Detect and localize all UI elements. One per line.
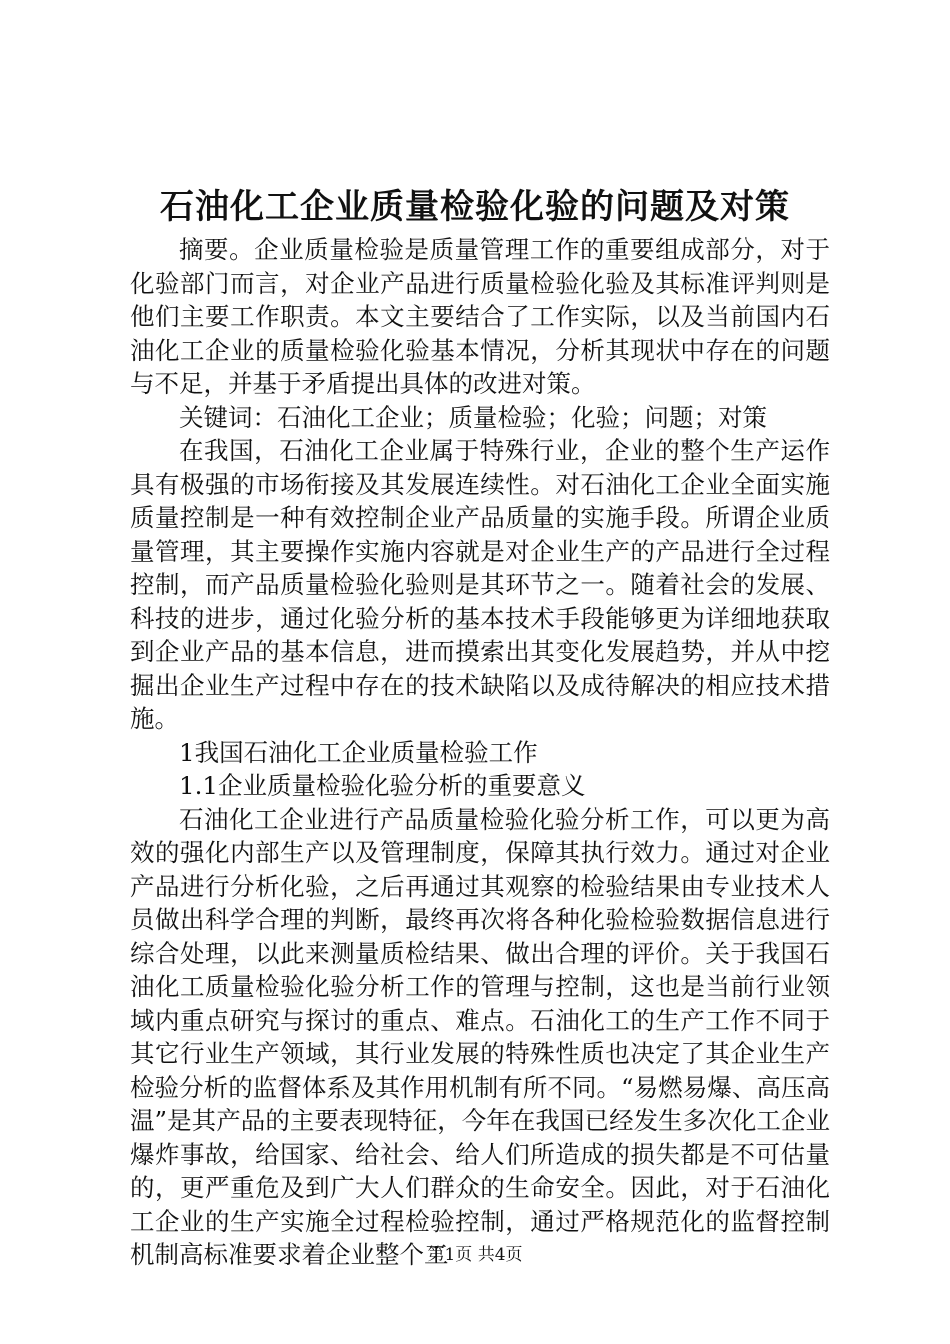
intro-paragraph: 在我国，石油化工企业属于特殊行业，企业的整个生产运作具有极强的市场衔接及其发展连续性。对石油化工企业全面实施质量控制是一种有效控制企业产品质量的实施手段。所谓企业质量管理，其主要操作实施内容就是对企业生产的产品进行全过程控制，而产品质量检验化验则是其环节之一。随着社会的发展、科技的进步，通过化验分析的基本技术手段能够更为详细地获取到企业产品的基本信息，进而摸索出其变化发展趋势，并从中挖掘出企业生产过程中存在的技术缺陷以及成待解决的相应技术措施。 (130, 436, 830, 733)
page-number: 第1页 共4页 (427, 1245, 523, 1265)
keywords-paragraph: 关键词：石油化工企业；质量检验；化验；问题；对策 (179, 402, 767, 432)
abstract-paragraph: 摘要。企业质量检验是质量管理工作的重要组成部分，对于化验部门而言，对企业产品进行质量检验化验及其标准评判则是他们主要工作职责。本文主要结合了工作实际，以及当前国内石油化工企业的质量检验化验基本情况，分析其现状中存在的问题与不足，并基于矛盾提出具体的改进对策。 (130, 235, 830, 398)
body-paragraph: 石油化工企业进行产品质量检验化验分析工作，可以更为高效的强化内部生产以及管理制度，保障其执行效力。通过对企业产品进行分析化验，之后再通过其观察的检验结果由专业技术人员做出科学合理的判断，最终再次将各种化验检验数据信息进行综合处理，以此来测量质检结果、做出合理的评价。关于我国石油化工质量检验化验分析工作的管理与控制，这也是当前行业领域内重点研究与探讨的重点、难点。石油化工的生产工作不同于其它行业生产领域，其行业发展的特殊性质也决定了其企业生产检验分析的监督体系及其作用机制有所不同。“易燃易爆、高压高温”是其产品的主要表现特征，今年在我国已经发生多次化工企业爆炸事故，给国家、给社会、给人们所造成的损失都是不可估量的，更严重危及到广大人们群众的生命安全。因此，对于石油化工企业的生产实施全过程检验控制，通过严格规范化的监督控制机制高标准要求着企业整个工 (130, 804, 830, 1269)
subsection-heading: 1.1企业质量检验化验分析的重要意义 (179, 771, 586, 800)
document-title: 石油化工企业质量检验化验的问题及对策 (160, 187, 790, 227)
document-body (130, 233, 830, 1272)
section-heading: 1我国石油化工企业质量检验工作 (179, 737, 538, 767)
